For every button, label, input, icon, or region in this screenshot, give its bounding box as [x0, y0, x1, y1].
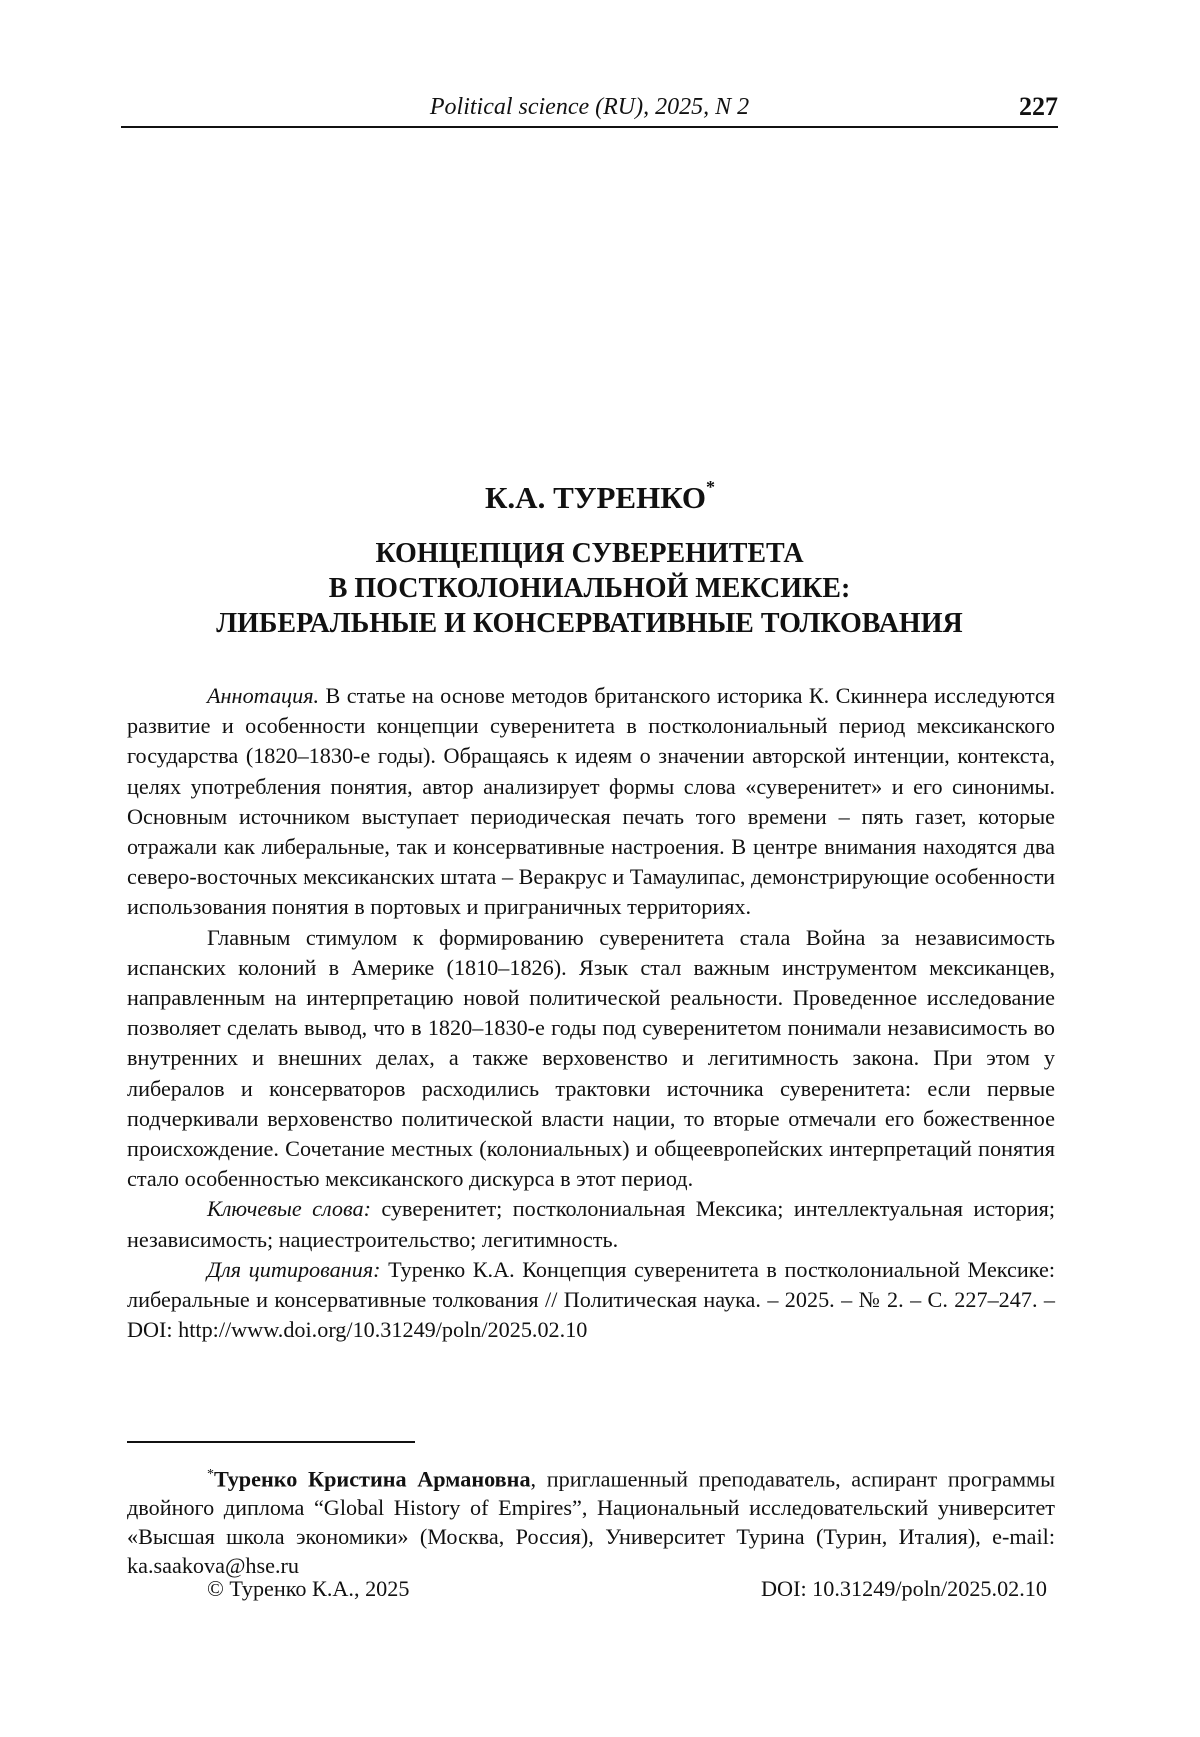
article-title — [121, 536, 1058, 641]
keywords-text: суверенитет; постколониальная Мексика; интеллектуальная история; независимость; нациестроительство; легитимность. — [127, 1196, 1055, 1251]
doi-line[interactable]: DOI: 10.31249/poln/2025.02.10 — [761, 1576, 1047, 1602]
citation-label: Для цитирования: — [207, 1257, 381, 1282]
abstract-text-1: В статье на основе методов британского историка К. Скиннера исследуются развитие и особенности концепции суверенитета в постколониальный период мексиканского государства (1820–1830-е годы). Обращаясь к идеям о значении авторской интенции, контекста, целях употребления понятия, автор анализирует формы слова «суверенитет» и его синонимы. Основным источником выступает периодическая печать того времени – пять газет, которые отражали как либеральные, так и консервативные настроения. В центре внимания находятся два северо-восточных мексиканских штата – Веракрус и Тамаулипас, демонстрирующие особенности использования понятия в портовых и приграничных территориях. — [127, 683, 1055, 919]
footnote-mark: * — [207, 1467, 214, 1482]
abstract-paragraph-2: Главным стимулом к формированию суверенитета стала Война за независимость испанских колоний в Америке (1810–1826). Язык стал важным инструментом мексиканцев, направленным на интерпретацию новой политической реальности. Проведенное исследование позволяет сделать вывод, что в 1820–1830-е годы под суверенитетом понимали независимость во внутренних и внешних делах, а также верховенство и легитимность закона. При этом у либералов и консерваторов расходились трактовки источника суверенитета: если первые подчеркивали верховенство политической власти нации, то вторые отмечали его божественное происхождение. Сочетание местных (колониальных) и общеевропейских интерпретаций понятия стало особенностью мексиканского дискурса в этот период. — [127, 923, 1055, 1195]
abstract — [127, 681, 1055, 1345]
author-footnote — [127, 1460, 1055, 1580]
abstract-paragraph-1 — [127, 681, 1055, 923]
page — [0, 0, 1200, 1737]
title-line: ЛИБЕРАЛЬНЫЕ И КОНСЕРВАТИВНЫЕ ТОЛКОВАНИЯ — [121, 606, 1058, 641]
author-footnote-mark[interactable]: * — [706, 477, 715, 497]
title-line: В ПОСТКОЛОНИАЛЬНОЙ МЕКСИКЕ: — [121, 571, 1058, 606]
journal-title: Political science (RU), 2025, N 2 — [121, 94, 1058, 121]
footnote-author-name: Туренко Кристина Армановна — [214, 1466, 531, 1491]
author-name — [0, 480, 1200, 516]
author-name-text: К.А. ТУРЕНКО — [485, 480, 706, 515]
page-number: 227 — [1019, 92, 1058, 122]
footnote-paragraph — [127, 1460, 1055, 1580]
keywords — [127, 1194, 1055, 1254]
title-line: КОНЦЕПЦИЯ СУВЕРЕНИТЕТА — [121, 536, 1058, 571]
abstract-label: Аннотация. — [207, 683, 319, 708]
copyright-row — [207, 1576, 1047, 1606]
citation — [127, 1255, 1055, 1346]
footnote-text: , приглашенный преподаватель, аспирант программы двойного диплома “Global History of Empires”, Национальный исследовательский университет «Высшая школа экономики» (Москва, Россия), Университет Турина (Турин, Италия), e-mail: ka.saakova@hse.ru — [127, 1466, 1055, 1578]
copyright: © Туренко К.А., 2025 — [207, 1576, 409, 1602]
keywords-label: Ключевые слова: — [207, 1196, 371, 1221]
footnote-divider — [127, 1441, 415, 1443]
citation-text: Туренко К.А. Концепция суверенитета в постколониальной Мексике: либеральные и консервативные толкования // Политическая наука. – 2025. – № 2. – С. 227–247. – DOI: http://www.doi.org/10.31249/poln/2025.02.10 — [127, 1257, 1055, 1342]
running-header — [121, 88, 1058, 128]
